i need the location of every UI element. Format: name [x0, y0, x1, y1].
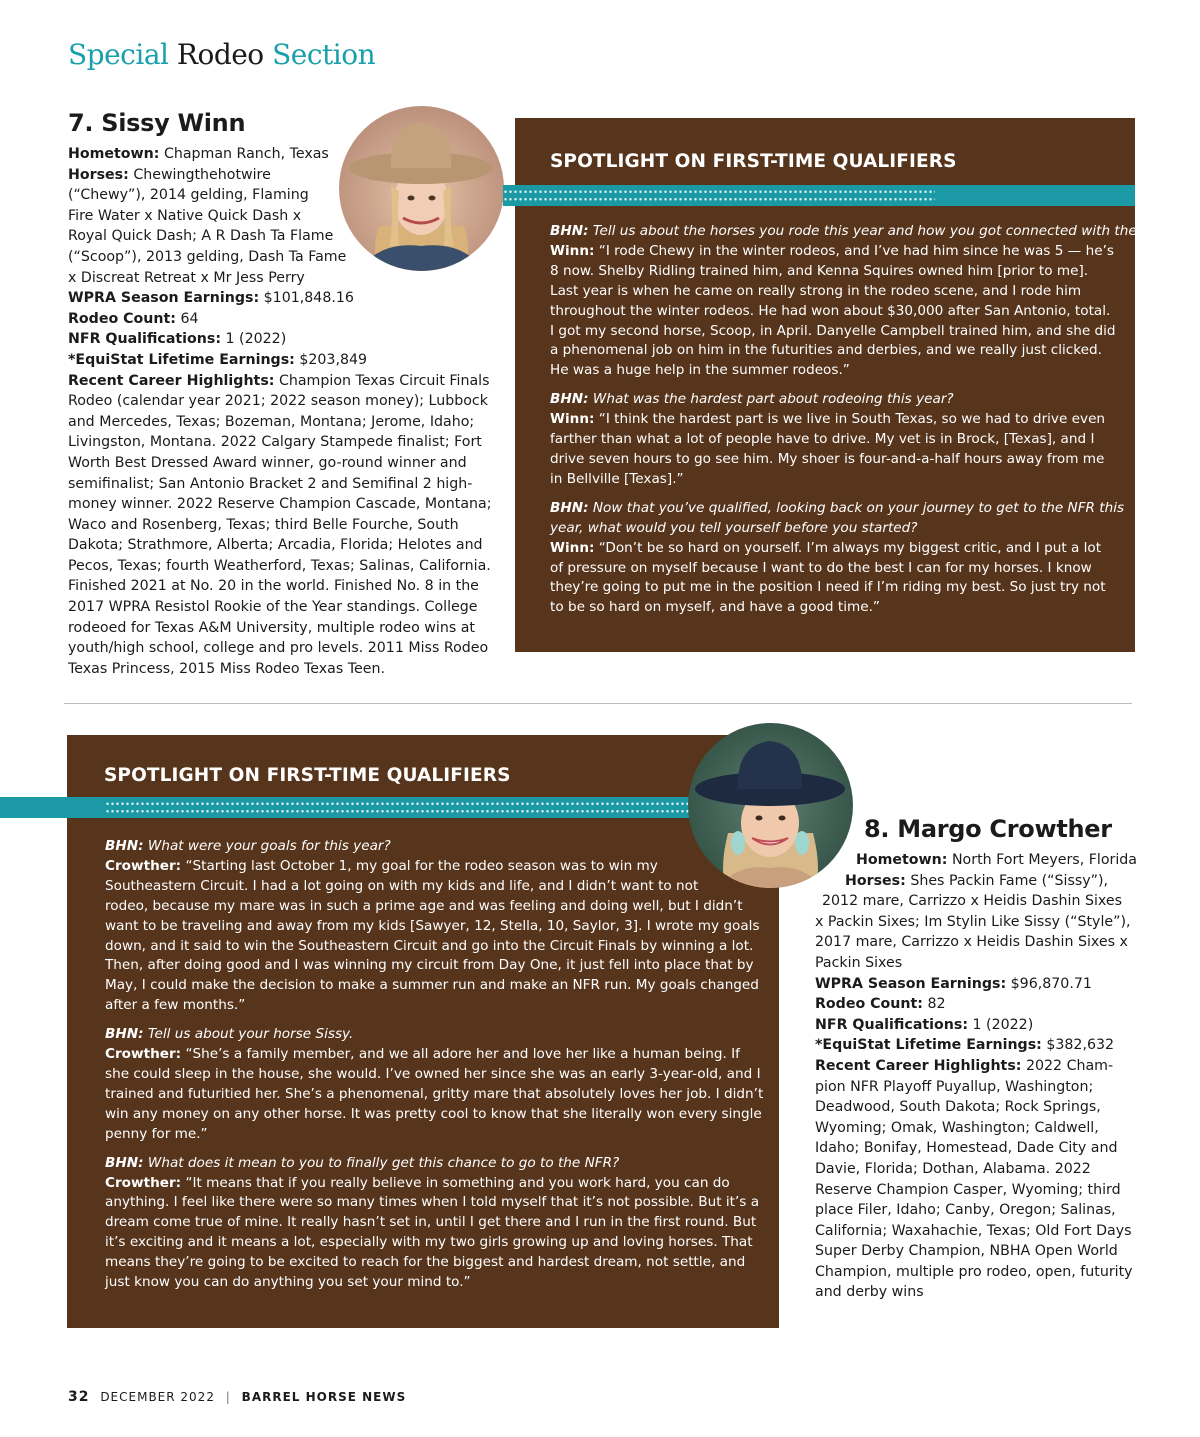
- text: Champion Texas Circuit Finals: [274, 372, 490, 389]
- text-line: [105, 1045, 763, 1065]
- text-line: [550, 361, 1154, 381]
- text-line: [68, 638, 492, 659]
- text: Dakota; Strathmore, Alberta; Arcadia, Florida; Helotes and: [68, 537, 483, 554]
- text-line: [550, 302, 1154, 322]
- field-label: Recent Career Highlights:: [68, 372, 275, 389]
- page-number: 32: [68, 1389, 90, 1405]
- section-heading: [68, 38, 375, 71]
- text: to be so hard on myself, and have a good time.”: [550, 599, 880, 616]
- text: Then, after doing good and I was winning my circuit from Day One, it just fell into place that by: [105, 957, 754, 974]
- text-line: [815, 1262, 1137, 1283]
- text-line: [815, 1138, 1137, 1159]
- text-line: [815, 1180, 1137, 1201]
- text: 82: [922, 996, 946, 1013]
- field-label: WPRA Season Earnings:: [815, 975, 1007, 992]
- text: I got my second horse, Scoop, in April. Danyelle Campbell trained him, and she did: [550, 322, 1116, 339]
- text-line: [815, 1118, 1137, 1139]
- text-line: [815, 1035, 1137, 1056]
- text: down, and it said to win the Southeastern Circuit and go into the Circuit Finals by winning a lot.: [105, 937, 754, 954]
- text-line: [815, 1159, 1137, 1180]
- text-line: [815, 1056, 1137, 1077]
- field-label: Crowther:: [105, 1174, 182, 1191]
- text-line: [815, 994, 1137, 1015]
- text-line: [68, 556, 492, 577]
- portrait-photo-icon: [339, 106, 504, 271]
- text-line: [68, 350, 492, 371]
- field-label: Horses:: [845, 872, 906, 889]
- question-text: Tell us about your horse Sissy.: [143, 1026, 354, 1043]
- text-line: [550, 578, 1154, 598]
- field-label: Crowther:: [105, 1046, 182, 1063]
- text: He was a huge help in the summer rodeos.”: [550, 362, 850, 379]
- text-line: [815, 953, 1137, 974]
- text-line: [815, 871, 1137, 892]
- text: Idaho; Bonifay, Homestead, Dade City and: [815, 1140, 1118, 1157]
- text: x Discreat Retreat x Mr Jess Perry: [68, 269, 305, 286]
- field-label: NFR Qualifications:: [68, 331, 222, 348]
- text-line: [815, 850, 1137, 871]
- text: trained and futuritied her. She’s a phenomenal, gritty mare that absolutely loves her job. I didn’t: [105, 1085, 764, 1102]
- text: of pressure on myself because I want to do the best I can for my horses. I know: [550, 559, 1092, 576]
- text-line: [68, 659, 492, 680]
- text-line: [550, 410, 1154, 430]
- field-label: Recent Career Highlights:: [815, 1057, 1022, 1074]
- text: just know you can do anything you set your mind to.”: [105, 1274, 471, 1291]
- text: and Mercedes, Texas; Bozeman, Montana; Jerome, Idaho;: [68, 413, 475, 430]
- question-text: year, what would you tell yourself before you started?: [550, 519, 918, 536]
- qa-block: [105, 1154, 763, 1293]
- field-label: Winn:: [550, 539, 595, 556]
- text-line: [68, 597, 492, 618]
- text: Chewingthehotwire: [128, 166, 271, 183]
- qa-block: [550, 222, 1154, 381]
- text-line: [68, 309, 492, 330]
- text: North Fort Meyers, Florida: [947, 852, 1137, 868]
- text-line: [105, 917, 763, 937]
- text: “I rode Chewy in the winter rodeos, and I’ve had him since he was 5 — he’s: [594, 242, 1114, 259]
- speaker-label: BHN:: [550, 223, 589, 239]
- speaker-label: BHN:: [550, 499, 589, 516]
- field-label: *EquiStat Lifetime Earnings:: [815, 1037, 1042, 1054]
- text: Finished 2021 at No. 20 in the world. Finished No. 8 in the: [68, 578, 479, 595]
- text-line: [105, 877, 763, 897]
- text-line: [105, 1085, 763, 1105]
- text: Southeastern Circuit. I had a lot going on with my kids and life, and I didn’t want to not: [105, 877, 699, 894]
- text: x Packin Sixes; Im Stylin Like Sissy (“Style”),: [815, 913, 1131, 930]
- text: youth/high school, college and pro levels. 2011 Miss Rodeo: [68, 640, 489, 657]
- text: 2022 Cham-: [1021, 1057, 1114, 1074]
- text-line: [105, 857, 763, 877]
- text-line: [550, 450, 1154, 470]
- text: in Bellville [Texas].”: [550, 470, 684, 487]
- text-line: [68, 412, 492, 433]
- text: Rodeo (calendar year 2021; 2022 season money); Lubbock: [68, 393, 488, 410]
- section-divider: [64, 703, 1132, 704]
- speaker-label: BHN:: [105, 1154, 144, 1171]
- text-line: [68, 515, 492, 536]
- text-line: [815, 1200, 1137, 1221]
- field-label: WPRA Season Earnings:: [68, 290, 260, 307]
- text: semifinalist; San Antonio Bracket 2 and Semifinal 2 high-: [68, 475, 473, 492]
- text: Pecos, Texas; fourth Weatherford, Texas; Salinas, California.: [68, 557, 491, 574]
- text-line: [815, 932, 1137, 953]
- text: Packin Sixes: [815, 954, 903, 971]
- issue-date: DECEMBER 2022: [100, 1390, 215, 1404]
- text: 1 (2022): [968, 1016, 1034, 1033]
- text-line: [68, 576, 492, 597]
- text-line: [105, 1065, 763, 1085]
- section-heading-word-section: Section: [272, 38, 376, 71]
- text: Davie, Florida; Dothan, Alabama. 2022: [815, 1160, 1091, 1177]
- qa-block: [105, 837, 763, 1016]
- text: money winner. 2022 Reserve Champion Cascade, Montana;: [68, 496, 492, 513]
- text: she could sleep in the house, she would. I’ve owned her since she was an early 3-year-old, and I: [105, 1065, 761, 1082]
- field-label: *EquiStat Lifetime Earnings:: [68, 351, 295, 368]
- text: Chapman Ranch, Texas: [159, 146, 329, 162]
- text: and derby wins: [815, 1284, 924, 1301]
- question-text: What was the hardest part about rodeoing this year?: [588, 391, 954, 408]
- text-line: [105, 1213, 763, 1233]
- text-line: [105, 976, 763, 996]
- speaker-label: BHN:: [550, 391, 589, 408]
- text: “Starting last October 1, my goal for the rodeo season was to win my: [181, 857, 658, 874]
- field-label: NFR Qualifications:: [815, 1016, 969, 1033]
- spotlight-interview-winn: [550, 222, 1154, 627]
- text-line: [550, 499, 1154, 519]
- text-line: [550, 519, 1154, 539]
- section-heading-word-rodeo: Rodeo: [176, 38, 264, 71]
- text: Fire Water x Native Quick Dash x: [68, 207, 302, 224]
- text-line: [815, 974, 1137, 995]
- text-line: [105, 1273, 763, 1293]
- text-line: [105, 1025, 763, 1045]
- text: dream come true of mine. It really hasn’t set in, until I get there and I run in the first round. But: [105, 1214, 757, 1231]
- field-label: Horses:: [68, 166, 129, 183]
- text-line: [105, 897, 763, 917]
- text: penny for me.”: [105, 1125, 208, 1142]
- text: rodeoed for Texas A&M University, multiple rodeo wins at: [68, 619, 475, 636]
- text: $101,848.16: [259, 290, 354, 307]
- publication-name: BARREL HORSE NEWS: [241, 1390, 407, 1404]
- text: pion NFR Playoff Puyallup, Washington;: [815, 1078, 1094, 1095]
- text: Reserve Champion Casper, Wyoming; third: [815, 1181, 1121, 1198]
- spotlight-interview-crowther: [105, 837, 763, 1302]
- text: win any money on any other horse. It was pretty cool to know that she literally won every single: [105, 1105, 762, 1122]
- field-label: Winn:: [550, 411, 595, 428]
- text-line: [550, 262, 1154, 282]
- text: Wyoming; Omak, Washington; Caldwell,: [815, 1119, 1099, 1136]
- question-text: What were your goals for this year?: [143, 838, 391, 854]
- text-line: [815, 1077, 1137, 1098]
- text: Deadwood, South Dakota; Rock Springs,: [815, 1099, 1101, 1116]
- text: Texas Princess, 2015 Miss Rodeo Texas Teen.: [68, 660, 385, 677]
- text: Super Derby Champion, NBHA Open World: [815, 1243, 1118, 1260]
- text: place Filer, Idaho; Canby, Oregon; Salinas,: [815, 1202, 1116, 1219]
- text-line: [68, 474, 492, 495]
- decorative-dotted-stripe: [0, 797, 700, 818]
- qa-block: [550, 390, 1154, 490]
- text: Worth Best Dressed Award winner, go-round winner and: [68, 454, 467, 471]
- text: $382,632: [1041, 1037, 1115, 1054]
- text-line: [105, 1154, 763, 1174]
- text: Last year is when he came on really strong in the rodeo scene, and I rode him: [550, 282, 1082, 299]
- text-line: [105, 1253, 763, 1273]
- question-text: Now that you’ve qualified, looking back on your journey to get to the NFR this: [588, 499, 1125, 516]
- text: 1 (2022): [221, 331, 287, 348]
- text: California; Waxahachie, Texas; Old Fort Days: [815, 1222, 1132, 1239]
- text: farther than what a lot of people have to drive. My vet is in Brock, [Texas], and I: [550, 431, 1095, 448]
- text-line: [105, 937, 763, 957]
- text-line: [550, 598, 1154, 618]
- sissy-winn-photo: [339, 106, 504, 271]
- text: (“Scoop”), 2013 gelding, Dash Ta Fame: [68, 248, 347, 265]
- text: “She’s a family member, and we all adore her and love her like a human being. If: [181, 1046, 740, 1063]
- footer-separator: |: [225, 1390, 231, 1404]
- text: May, I could make the decision to make a summer run and make an NFR run. My goals changed: [105, 977, 759, 994]
- text-line: [815, 912, 1137, 933]
- text: “It means that if you really believe in something and you work hard, you can do: [181, 1174, 730, 1191]
- text-line: [68, 288, 492, 309]
- qa-block: [550, 499, 1154, 618]
- text: 2017 mare, Carrizzo x Heidis Dashin Sixes x: [815, 934, 1128, 951]
- text: 2012 mare, Carrizzo x Heidis Dashin Sixes: [822, 893, 1123, 910]
- rider-8-name: 8. Margo Crowther: [864, 815, 1112, 843]
- qa-block: [105, 1025, 763, 1144]
- text-line: [68, 453, 492, 474]
- field-label: Winn:: [550, 242, 595, 259]
- text: Waco and Rosenberg, Texas; third Belle Fourche, South: [68, 516, 459, 533]
- text-line: [105, 1125, 763, 1145]
- text: rodeo, because my mare was in such a prime age and was feeling and doing well, but I didn’t: [105, 897, 743, 914]
- text: Royal Quick Dash; A R Dash Ta Flame: [68, 228, 334, 245]
- text-line: [550, 559, 1154, 579]
- field-label: Rodeo Count:: [815, 996, 923, 1013]
- text-line: [550, 282, 1154, 302]
- rider-7-name: 7. Sissy Winn: [68, 109, 246, 137]
- text: “Don’t be so hard on yourself. I’m always my biggest critic, and I put a lot: [594, 539, 1102, 556]
- text-line: [815, 1097, 1137, 1118]
- text: 64: [175, 310, 199, 327]
- text-line: [550, 390, 1154, 410]
- field-label: Hometown:: [856, 852, 948, 868]
- text: after a few months.”: [105, 997, 246, 1014]
- text: (“Chewy”), 2014 gelding, Flaming: [68, 187, 309, 204]
- text-line: [815, 1221, 1137, 1242]
- text-line: [815, 1241, 1137, 1262]
- text-line: [815, 1282, 1137, 1303]
- text: 8 now. Shelby Ridling trained him, and Kenna Squires owned him [prior to me].: [550, 262, 1089, 279]
- field-label: Hometown:: [68, 146, 160, 162]
- text-line: [68, 371, 492, 392]
- section-heading-word-special: Special: [68, 38, 169, 71]
- text: means they’re going to be excited to reach for the biggest and hardest dream, not settle, and: [105, 1254, 746, 1271]
- text-line: [68, 618, 492, 639]
- text-line: [550, 242, 1154, 262]
- text-line: [68, 494, 492, 515]
- text-line: [550, 470, 1154, 490]
- text: 2017 WPRA Resistol Rookie of the Year standings. College: [68, 599, 478, 616]
- speaker-label: BHN:: [105, 1026, 144, 1043]
- text: a phenomenal job on him in the futurities and derbies, and we really just clicked.: [550, 342, 1102, 359]
- text-line: [68, 432, 492, 453]
- text-line: [105, 1193, 763, 1213]
- text-line: [68, 535, 492, 556]
- spotlight-title: SPOTLIGHT ON FIRST-TIME QUALIFIERS: [104, 765, 511, 786]
- text-line: [815, 891, 1137, 912]
- field-label: Crowther:: [105, 857, 182, 874]
- text: $96,870.71: [1006, 975, 1092, 992]
- text: $203,849: [294, 351, 368, 368]
- text-line: [550, 341, 1154, 361]
- text: “I think the hardest part is we live in South Texas, so we had to drive even: [594, 411, 1106, 428]
- text-line: [105, 1174, 763, 1194]
- question-text: Tell us about the horses you rode this year and how you got connected with them.: [588, 223, 1155, 239]
- text-line: [105, 1105, 763, 1125]
- rider-8-bio: [815, 850, 1137, 1303]
- text-line: [815, 1015, 1137, 1036]
- text: they’re going to put me in the position I need if I’m riding my best. So just try not: [550, 579, 1106, 596]
- text: Champion, multiple pro rodeo, open, futurity: [815, 1263, 1133, 1280]
- text-line: [68, 329, 492, 350]
- spotlight-title: SPOTLIGHT ON FIRST-TIME QUALIFIERS: [550, 151, 957, 172]
- text-line: [68, 391, 492, 412]
- text: drive seven hours to go see him. My shoer is four-and-a-half hours away from me: [550, 450, 1105, 467]
- text-line: [550, 222, 1154, 242]
- text: it’s exciting and it means a lot, especially with my two girls growing up and loving horses. That: [105, 1234, 753, 1251]
- speaker-label: BHN:: [105, 838, 144, 854]
- text: throughout the winter rodeos. He had won about $30,000 after San Antonio, total.: [550, 302, 1111, 319]
- text-line: [550, 539, 1154, 559]
- text: want to be traveling and away from my kids [Sawyer, 12, Stella, 10, Saylor, 3]. I wrote my goals: [105, 917, 760, 934]
- text-line: [550, 322, 1154, 342]
- text: Shes Packin Fame (“Sissy”),: [905, 872, 1109, 889]
- text-line: [105, 1233, 763, 1253]
- text-line: [550, 430, 1154, 450]
- text: Livingston, Montana. 2022 Calgary Stampede finalist; Fort: [68, 434, 482, 451]
- field-label: Rodeo Count:: [68, 310, 176, 327]
- decorative-dotted-stripe: [503, 185, 1135, 206]
- text: anything. I feel like there were so many times when I told myself that it’s not possible. But it’s a: [105, 1194, 760, 1211]
- text-line: [105, 996, 763, 1016]
- question-text: What does it mean to you to finally get this chance to go to the NFR?: [143, 1154, 620, 1171]
- text-line: [105, 956, 763, 976]
- text-line: [105, 837, 763, 857]
- page-footer: [68, 1389, 406, 1405]
